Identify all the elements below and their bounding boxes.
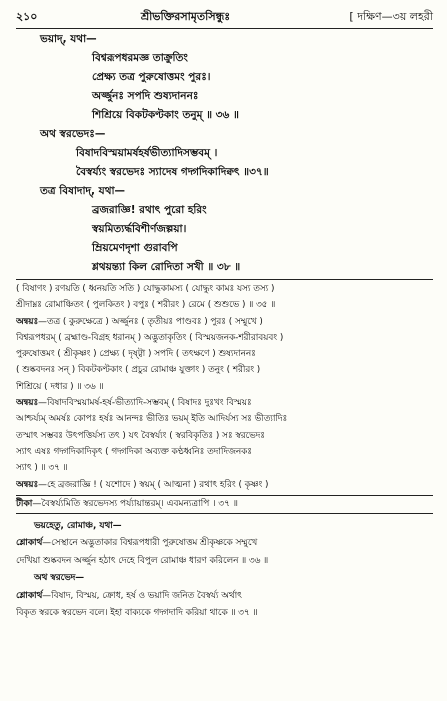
- verse-line: প্রেক্ষ্য তত্র পুরুষোত্তমং পুরঃ।: [92, 71, 211, 83]
- commentary-line: [16, 379, 433, 395]
- commentary-text: শিশ্রিয়ে ( দধার ) ॥ ৩৬ ॥: [16, 381, 104, 392]
- translation-text: ভয়হেতু, রোমাঞ্চ, যথা—: [34, 520, 122, 531]
- commentary-text: —তত্র ( কুরুক্ষেত্রে ) অর্জ্জুনঃ ( তৃতীয়ঃ পাণ্ডবঃ ) পুরঃ ( সম্মুখে ): [38, 316, 263, 327]
- translation-line: [16, 588, 433, 606]
- commentary-text: বিশ্বরূপধরম্‌ ( ব্রহ্মাণ্ড-বিগ্রহ ধরানম্‌ ) অদ্ভুতাকৃতিং ( বিস্ময়জনক-শরীরাবয়বং ): [16, 332, 284, 343]
- section-label: [ দক্ষিণ—৩য় লহরী: [349, 10, 433, 23]
- commentary-line: [16, 428, 433, 444]
- anvaya-label: অন্বয়ঃ: [16, 398, 39, 409]
- translation-line: [16, 605, 433, 623]
- commentary-line: [16, 395, 433, 411]
- commentary-line: [16, 362, 433, 378]
- translation-line: [16, 518, 433, 536]
- commentary-text: স্যাৎ এষঃ গদ্গদিকাদিকৃৎ ( গদ্গদিকা অব্যক্ত কণ্ঠধ্বনিঃ তদাদিজনকঃ: [16, 446, 252, 457]
- verse-line: ব্রজরাজ্ঞি! রথাৎ পুরো হরিং: [92, 204, 207, 216]
- translation-text: —বিষাদ, বিস্ময়, ক্রোধ, হর্ষ ও ভয়াদি জনিত বৈস্বর্য্য অর্থাৎ: [42, 590, 242, 601]
- running-header: [16, 8, 433, 26]
- verse-line: ভয়াদ্‌, যথা—: [40, 33, 97, 45]
- commentary-text: ( বিষাণং ) রণয়তি ( ধ্বনয়তি সতি ) যোদ্ধুকামস্য ( যোদ্ধুং কামঃ যস্য তস্য ): [16, 284, 275, 294]
- commentary-block: [16, 281, 433, 493]
- verse-divider: [16, 279, 433, 280]
- commentary-line: [16, 444, 433, 460]
- commentary-text: আশ্চর্য্যম্‌ অমর্ষঃ কোপঃ হর্ষঃ আনন্দঃ ভীতিঃ ভয়ম্‌ ইতি আদির্যস্য সঃ ভীত্যাদিঃ: [16, 414, 288, 425]
- header-rule: [16, 28, 433, 29]
- translation-line: [16, 570, 433, 588]
- commentary-line: [16, 346, 433, 362]
- verse-line: বিশ্বরূপধরমজ্ঞ তাক্রুতিং: [92, 52, 188, 64]
- commentary-line: [16, 411, 433, 427]
- translation-line: [16, 535, 433, 553]
- commentary-line: [16, 477, 433, 493]
- verse-line: বৈস্বর্য্যং স্বরভেদঃ স্যাদেষ গদ্গদিকাদিক্বৎ ॥৩৭॥: [76, 166, 269, 178]
- anvaya-label: অন্বয়ঃ: [16, 316, 39, 327]
- page-number: ২১০: [16, 10, 38, 23]
- translation-text: অথ স্বরভেদ—: [34, 573, 85, 584]
- commentary-text: —হে ব্রজরাজ্ঞি ! ( যশোদে ) স্বয়ম্‌ ( আত্মনা ) রথাৎ হরিং ( কৃষ্ণং ): [38, 479, 269, 490]
- verse-line: শিশ্রিয়ে বিকটকণ্টকাং তনুম্‌ ॥ ৩৬ ॥: [92, 109, 239, 121]
- verse-line: তত্র বিষাদাদ্‌, যথা—: [40, 185, 126, 197]
- commentary-line: [16, 297, 433, 313]
- tika-text: —বৈস্বর্য্যমিতি স্বরভেদস্য পর্য্যায়ান্তরম্‌। এবমন্যত্রাপি । ৩৭ ॥: [32, 498, 238, 509]
- tika-note: [16, 495, 433, 514]
- commentary-line: [16, 460, 433, 476]
- translation-text: বিকৃত স্বরকে স্বরভেদ বলে। ইহা বাক্যকে গদ্গদাদি করিয়া থাকে ॥ ৩৭ ॥: [16, 608, 258, 619]
- commentary-text: পুরুষোত্তমং ( শ্রীকৃষ্ণং ) প্রেক্ষ্য ( দৃষ্ট্বা ) সপদি ( তৎক্ষণে ) শুষ্যদাননঃ: [16, 349, 256, 360]
- verse-line: ম্রিয়মেণদৃশা গুরাবপি: [92, 242, 178, 254]
- anvaya-label: অন্বয়ঃ: [16, 479, 39, 490]
- book-title: শ্রীভক্তিরসামৃতসিন্ধুঃ: [140, 10, 231, 23]
- bengali-translation: [16, 518, 433, 623]
- verse-line: অথ স্বরভেদঃ—: [40, 128, 106, 140]
- verse-line: অর্জ্জুনঃ সপদি শুষ্যদাননঃ: [92, 90, 199, 102]
- commentary-text: শ্রীদাম্নঃ রোমাঞ্চিতং ( পুলকিতং ) বপুঃ ( শরীরং ) রেমে ( শুশুভে ) ॥ ৩৫ ॥: [16, 300, 276, 311]
- shlokartha-label: শ্লোকার্থ: [16, 538, 43, 549]
- commentary-line: [16, 281, 433, 297]
- shlokartha-label: শ্লোকার্থ: [16, 590, 43, 601]
- tika-label: টীকা: [16, 498, 33, 509]
- commentary-text: —বিষাদবিস্ময়ামর্ষ-হর্ষ-ভীত্যাদি-সম্ভবম্‌ ( বিষাদঃ দুঃখং বিস্ময়ঃ: [38, 398, 252, 409]
- translation-line: [16, 553, 433, 571]
- verse-line: শ্লথয়ন্ত্যা কিল রোদিতা সখী ॥ ৩৮ ॥: [92, 261, 241, 273]
- commentary-line: [16, 330, 433, 346]
- verse-line: স্বয়মিত্যর্দ্ধবিশীর্ণজল্পয়া।: [92, 223, 187, 235]
- verse-line: বিষাদবিস্ময়ামর্ষহর্ষভীত্যাদিসম্ভবম্‌ ।: [76, 147, 218, 159]
- translation-text: —সেস্থানে অদ্ভুতাকার বিশ্বরূপধারী পুরুষোত্তম শ্রীকৃষ্ণকে সম্মুখে: [42, 538, 258, 549]
- translation-text: দেখিয়া শুষ্কবদন অর্জ্জুন হঠাৎ দেহে বিপুল রোমাঞ্চ ধারণ করিলেন ॥ ৩৬ ॥: [16, 555, 269, 566]
- sanskrit-verses: [16, 30, 433, 277]
- commentary-text: তস্মাৎ সম্ভবঃ উৎপত্তির্যস্য তৎ ) যৎ বৈস্বর্য্যং ( স্বরবিকৃতিঃ ) সঃ স্বরভেদঃ: [16, 430, 265, 441]
- commentary-text: ( শুষ্কবদনঃ সন্‌ ) বিকটকণ্টকাং ( প্রচুর রোমাঞ্চ যুক্তাং ) তনুং ( শরীরং ): [16, 365, 261, 376]
- commentary-line: [16, 314, 433, 330]
- commentary-text: স্যাৎ ) ॥ ৩৭ ॥: [16, 463, 68, 474]
